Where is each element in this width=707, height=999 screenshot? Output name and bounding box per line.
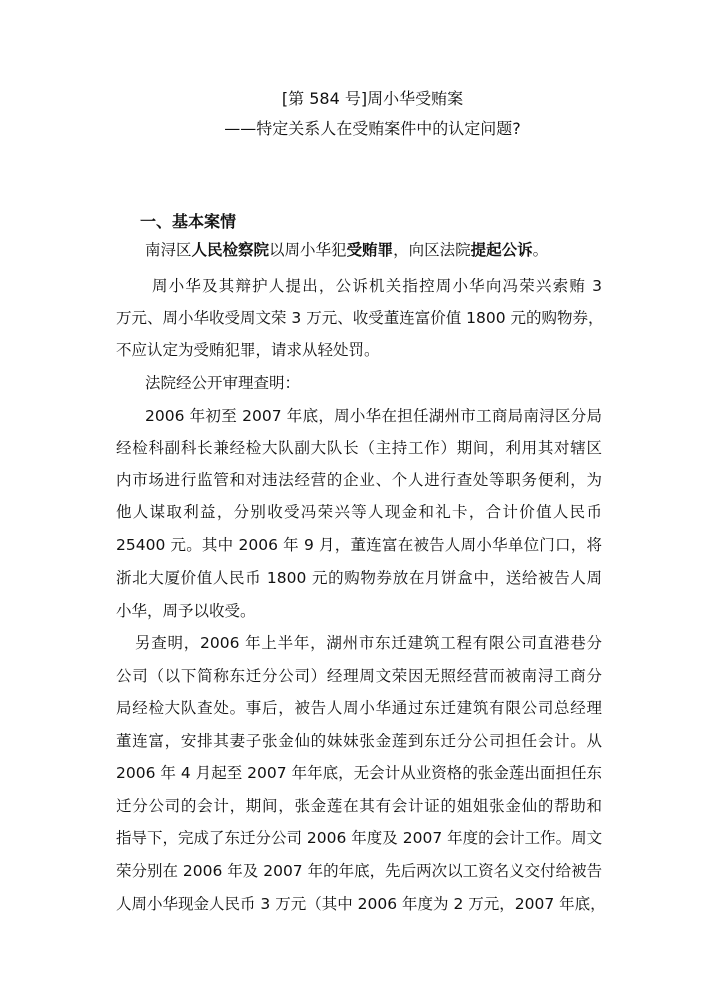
paragraph-facts-line: 内市场进行监管和对违法经营的企业、个人进行查处等职务便利，为 — [116, 471, 602, 489]
paragraph-facts-line: 2006 年初至 2007 年底，周小华在担任湖州市工商局南浔区分局 — [145, 407, 602, 425]
bold-run: 人民检察院 — [191, 241, 270, 259]
paragraph-additional-facts-line: 人周小华现金人民币 3 万元（其中 2006 年度为 2 万元，2007 年底， — [116, 895, 606, 913]
paragraph-court-finding-intro: 法院经公开审理查明： — [145, 374, 301, 392]
paragraph-facts-line: 25400 元。其中 2006 年 9 月，董连富在被告人周小华单位门口，将 — [116, 536, 602, 554]
paragraph-defense-line: 万元、周小华收受周文荣 3 万元、收受董连富价值 1800 元的购物券， — [116, 309, 604, 327]
paragraph-facts-line: 经检科副科长兼经检大队副大队长（主持工作）期间，利用其对辖区 — [116, 439, 602, 457]
paragraph-prosecution — [145, 240, 548, 260]
paragraph-additional-facts-line: 2006 年 4 月起至 2007 年年底，无会计从业资格的张金莲出面担任东 — [116, 764, 602, 782]
paragraph-additional-facts-line: 迁分公司的会计，期间，张金莲在其有会计证的姐姐张金仙的帮助和 — [116, 797, 602, 815]
paragraph-facts-line: 他人谋取利益，分别收受冯荣兴等人现金和礼卡，合计价值人民币 — [116, 503, 602, 521]
paragraph-additional-facts-line: 指导下，完成了东迁分公司 2006 年度及 2007 年度的会计工作。周文 — [116, 829, 603, 847]
text-run: 。 — [532, 241, 549, 259]
paragraph-additional-facts-line: 局经检大队查处。事后，被告人周小华通过东迁建筑有限公司总经理 — [116, 699, 602, 717]
section-heading: 一、基本案情 — [140, 212, 237, 231]
paragraph-additional-facts-line: 董连富，安排其妻子张金仙的妹妹张金莲到东迁分公司担任会计。从 — [116, 732, 602, 750]
paragraph-facts-line: 浙北大厦价值人民币 1800 元的购物券放在月饼盒中，送给被告人周 — [116, 569, 602, 587]
paragraph-additional-facts-line: 另查明，2006 年上半年，湖州市东迁建筑工程有限公司直港巷分 — [135, 634, 602, 652]
bold-run: 受贿罪 — [346, 241, 394, 259]
paragraph-additional-facts-line: 荣分别在 2006 年及 2007 年的年底，先后两次以工资名义交付给被告 — [116, 862, 603, 880]
paragraph-defense-line: 周小华及其辩护人提出，公诉机关指控周小华向冯荣兴索贿 3 — [152, 277, 602, 295]
document-title: [第 584 号]周小华受贿案 — [281, 89, 464, 108]
text-run: 南浔区 — [145, 241, 192, 259]
paragraph-defense-line: 不应认定为受贿犯罪，请求从轻处罚。 — [116, 341, 380, 359]
text-run: 以周小华犯 — [269, 241, 347, 259]
paragraph-facts-line: 小华，周予以收受。 — [116, 602, 256, 620]
text-run: ，向区法院 — [393, 241, 471, 259]
paragraph-additional-facts-line: 公司（以下简称东迁分公司）经理周文荣因无照经营而被南浔工商分 — [116, 667, 602, 685]
document-subtitle: ——特定关系人在受贿案件中的认定问题? — [224, 119, 521, 138]
bold-run: 提起公诉 — [470, 241, 533, 259]
